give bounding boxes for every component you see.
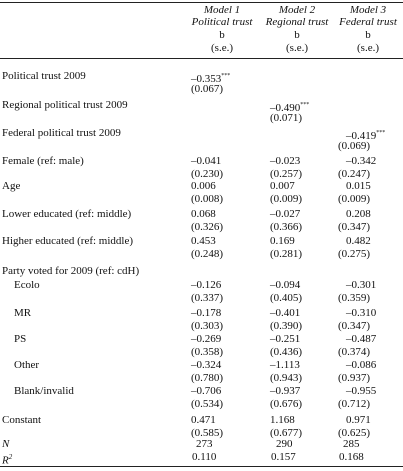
coef-cell: [270, 180, 295, 192]
row-label: Federal political trust 2009: [2, 127, 121, 139]
coef-value: –0.706: [191, 385, 222, 397]
se-cell: (0.359): [338, 292, 371, 304]
se-cell: (0.390): [270, 320, 303, 332]
coef-value: –0.178: [191, 307, 222, 319]
coef-cell: [270, 279, 300, 291]
coef-cell: [191, 279, 221, 291]
se-cell: (0.347): [338, 221, 371, 233]
col2-se: (s.e.): [286, 42, 308, 54]
coef-value: –0.490: [270, 102, 301, 114]
se-cell: (0.247): [338, 168, 371, 180]
col3-se: (s.e.): [357, 42, 379, 54]
se-cell: (0.067): [191, 83, 224, 95]
coef-value: –0.487: [346, 333, 377, 345]
row-label: Lower educated (ref: middle): [2, 208, 132, 220]
footer-r2-col1: 0.110: [192, 451, 217, 463]
row-label: PS: [14, 333, 27, 345]
coef-cell: [270, 235, 295, 247]
coef-cell: [191, 180, 216, 192]
coef-value: –0.041: [191, 155, 222, 167]
coef-cell: [270, 385, 300, 397]
coef-value: 0.015: [346, 180, 371, 192]
coef-cell: [346, 155, 376, 167]
coef-cell: [346, 414, 371, 426]
coef-cell: [270, 155, 300, 167]
se-cell: (0.337): [191, 292, 224, 304]
col1-model: Model 1: [203, 4, 241, 16]
se-cell: (0.358): [191, 346, 224, 358]
coef-cell: [346, 307, 376, 319]
coef-cell: [191, 333, 221, 345]
row-label: Female (ref: male): [2, 155, 84, 167]
footer-r2-col2: 0.157: [271, 451, 296, 463]
col1-stat: b: [219, 29, 225, 41]
coef-value: –0.023: [270, 155, 301, 167]
se-cell: (0.275): [338, 248, 371, 260]
col3-model: Model 3: [349, 4, 387, 16]
se-cell: (0.585): [191, 427, 224, 439]
row-label: Party voted for 2009 (ref: cdH): [2, 265, 140, 277]
se-cell: (0.303): [191, 320, 224, 332]
header-rule: [0, 58, 403, 59]
top-rule: [0, 2, 403, 3]
coef-cell: [346, 208, 371, 220]
row-label: Age: [2, 180, 21, 192]
col1-dv: Political trust: [191, 16, 253, 28]
coef-value: –0.401: [270, 307, 301, 319]
coef-cell: [346, 180, 371, 192]
se-cell: (0.937): [338, 372, 371, 384]
coef-value: –0.955: [346, 385, 377, 397]
coef-value: –0.324: [191, 359, 222, 371]
coef-value: –0.094: [270, 279, 301, 291]
row-label: Blank/invalid: [14, 385, 74, 397]
bottom-rule: [0, 466, 403, 467]
se-cell: (0.009): [338, 193, 371, 205]
significance-stars: ***: [376, 130, 386, 136]
se-cell: (0.008): [191, 193, 224, 205]
row-label: MR: [14, 307, 32, 319]
coef-cell: [270, 307, 300, 319]
row-label: Political trust 2009: [2, 70, 86, 82]
se-cell: (0.676): [270, 398, 303, 410]
coef-value: 0.068: [191, 208, 216, 220]
coef-cell: [270, 359, 300, 371]
footer-n-col3: 285: [343, 438, 360, 450]
coef-value: –0.353: [191, 73, 222, 85]
se-cell: (0.943): [270, 372, 303, 384]
coef-cell: [346, 235, 371, 247]
coef-cell: [191, 414, 216, 426]
se-cell: (0.625): [338, 427, 371, 439]
coef-cell: [346, 385, 376, 397]
footer-r2-col3: 0.168: [339, 451, 364, 463]
coef-value: 0.169: [270, 235, 295, 247]
coef-value: 0.471: [191, 414, 216, 426]
footer-n-col2: 290: [276, 438, 293, 450]
coef-value: –0.126: [191, 279, 222, 291]
coef-value: –0.027: [270, 208, 301, 220]
coef-cell: [191, 208, 216, 220]
coef-value: –1.113: [270, 359, 300, 371]
coef-value: 0.453: [191, 235, 216, 247]
coef-cell: [191, 385, 221, 397]
se-cell: (0.780): [191, 372, 224, 384]
coef-cell: [191, 359, 221, 371]
coef-value: –0.937: [270, 385, 301, 397]
significance-stars: ***: [221, 73, 231, 79]
coef-cell: [346, 359, 376, 371]
col2-dv: Regional trust: [265, 16, 329, 28]
col3-stat: b: [365, 29, 371, 41]
se-cell: (0.257): [270, 168, 303, 180]
col2-stat: b: [294, 29, 300, 41]
coef-cell: [346, 333, 376, 345]
coef-value: –0.342: [346, 155, 377, 167]
se-cell: (0.281): [270, 248, 303, 260]
se-cell: (0.712): [338, 398, 371, 410]
coef-cell: [270, 208, 300, 220]
coef-value: –0.301: [346, 279, 377, 291]
footer-r2-base: R: [2, 454, 9, 467]
se-cell: (0.230): [191, 168, 224, 180]
row-label: Ecolo: [14, 279, 40, 291]
se-cell: (0.534): [191, 398, 224, 410]
row-label: Constant: [2, 414, 42, 426]
footer-r2-label: [2, 451, 12, 467]
se-cell: (0.374): [338, 346, 371, 358]
coef-value: 0.007: [270, 180, 295, 192]
row-label: Regional political trust 2009: [2, 99, 128, 111]
significance-stars: ***: [300, 102, 310, 108]
coef-cell: [191, 235, 216, 247]
se-cell: (0.436): [270, 346, 303, 358]
coef-cell: [270, 333, 300, 345]
coef-value: –0.310: [346, 307, 377, 319]
footer-n-label: N: [2, 438, 10, 450]
row-label: Other: [14, 359, 40, 371]
se-cell: (0.366): [270, 221, 303, 233]
coef-value: 1.168: [270, 414, 295, 426]
coef-value: 0.006: [191, 180, 216, 192]
coef-cell: [191, 307, 221, 319]
footer-r2-sup: 2: [8, 453, 13, 461]
se-cell: (0.009): [270, 193, 303, 205]
coef-value: –0.086: [346, 359, 377, 371]
coef-cell: [270, 414, 295, 426]
coef-value: –0.251: [270, 333, 301, 345]
coef-value: –0.269: [191, 333, 222, 345]
se-cell: (0.405): [270, 292, 303, 304]
footer-n-col1: 273: [196, 438, 213, 450]
se-cell: (0.071): [270, 112, 303, 124]
se-cell: (0.347): [338, 320, 371, 332]
row-label: Higher educated (ref: middle): [2, 235, 134, 247]
coef-value: –0.419: [346, 130, 377, 142]
se-cell: (0.248): [191, 248, 224, 260]
col3-dv: Federal trust: [339, 16, 397, 28]
se-cell: (0.326): [191, 221, 224, 233]
coef-cell: [346, 279, 376, 291]
coef-cell: [191, 155, 221, 167]
se-cell: (0.677): [270, 427, 303, 439]
col2-model: Model 2: [278, 4, 316, 16]
col1-se: (s.e.): [211, 42, 233, 54]
se-cell: (0.069): [338, 140, 371, 152]
coef-value: 0.971: [346, 414, 371, 426]
coef-value: 0.208: [346, 208, 371, 220]
coef-value: 0.482: [346, 235, 371, 247]
